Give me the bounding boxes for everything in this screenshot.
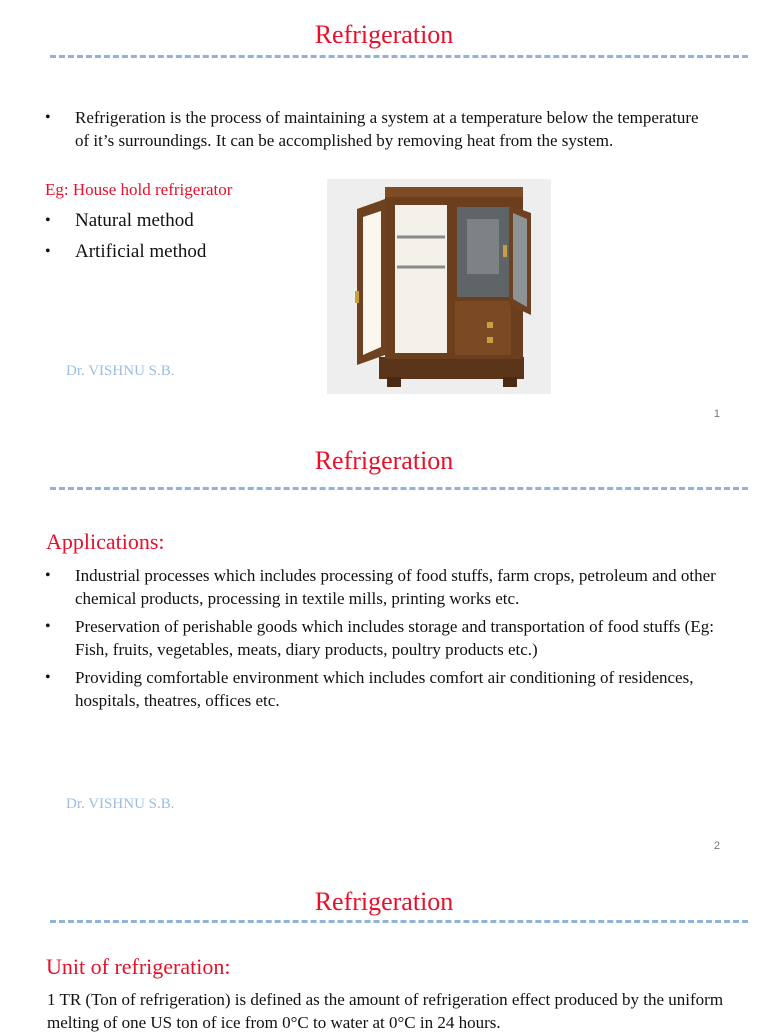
page-number: 2 bbox=[713, 840, 720, 852]
list-item bbox=[45, 106, 715, 152]
page-number: 1 bbox=[713, 408, 720, 420]
bullet-icon: • bbox=[45, 212, 51, 229]
methods-list bbox=[45, 208, 305, 270]
refrigerator-image bbox=[327, 179, 551, 394]
slide-title: Refrigeration bbox=[314, 446, 454, 475]
list-item bbox=[45, 564, 735, 610]
slide-title: Refrigeration bbox=[314, 20, 454, 49]
title-divider bbox=[50, 487, 748, 490]
list-item bbox=[45, 666, 735, 712]
applications-heading: Applications: bbox=[46, 529, 165, 554]
slide-2 bbox=[0, 432, 768, 864]
author-name: Dr. VISHNU S.B. bbox=[66, 796, 175, 812]
application-text: Providing comfortable environment which includes comfort air conditioning of residences, hospitals, theatres, offices etc. bbox=[75, 668, 694, 710]
list-item bbox=[45, 615, 735, 661]
title-divider bbox=[50, 55, 748, 58]
application-text: Industrial processes which includes processing of food stuffs, farm crops, petroleum and other chemical products, processing in textile mills, printing works etc. bbox=[75, 566, 716, 608]
title-divider bbox=[50, 920, 748, 923]
bullet-icon: • bbox=[45, 243, 51, 260]
definition-text: Refrigeration is the process of maintaining a system at a temperature below the temperature of it’s surroundings. It can be accomplished by removing heat from the system. bbox=[75, 108, 699, 150]
example-text: Eg: House hold refrigerator bbox=[45, 180, 233, 199]
list-item bbox=[45, 239, 305, 265]
bullet-icon: • bbox=[45, 669, 51, 686]
slide-3 bbox=[0, 864, 768, 1032]
bullet-icon: • bbox=[45, 618, 51, 635]
intro-list bbox=[45, 106, 715, 157]
unit-definition: 1 TR (Ton of refrigeration) is defined as the amount of refrigeration effect produced by the uniform melting of one US ton of ice from 0°C to water at 0°C in 24 hours. bbox=[47, 990, 724, 1032]
bullet-icon: • bbox=[45, 567, 51, 584]
application-text: Preservation of perishable goods which includes storage and transportation of food stuffs (Eg: Fish, fruits, vegetables, meats, diary products, poultry products etc.) bbox=[75, 617, 714, 659]
unit-heading: Unit of refrigeration: bbox=[46, 954, 231, 979]
bullet-icon: • bbox=[45, 109, 51, 126]
applications-list bbox=[45, 564, 735, 717]
list-item bbox=[45, 208, 305, 234]
method-artificial: Artificial method bbox=[75, 241, 207, 262]
slide-title: Refrigeration bbox=[314, 887, 454, 916]
slide-1 bbox=[0, 0, 768, 432]
method-natural: Natural method bbox=[75, 210, 194, 231]
author-name: Dr. VISHNU S.B. bbox=[66, 363, 175, 379]
